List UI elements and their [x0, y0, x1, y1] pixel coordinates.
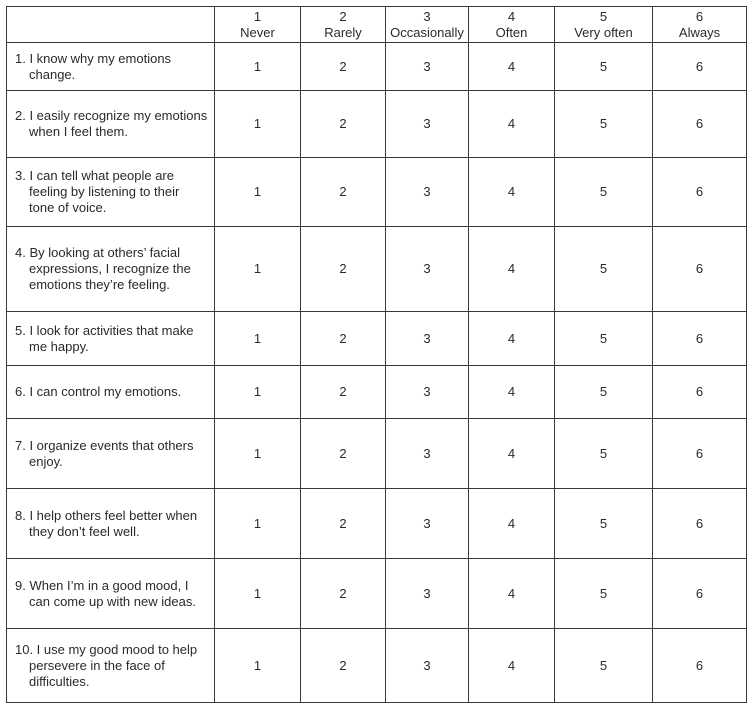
score-option[interactable]: 4 [469, 366, 555, 419]
table-row [7, 227, 747, 312]
score-option[interactable]: 1 [215, 227, 301, 312]
score-option[interactable]: 2 [301, 43, 386, 91]
score-option[interactable]: 3 [386, 43, 469, 91]
score-option[interactable]: 4 [469, 559, 555, 629]
score-option[interactable]: 1 [215, 312, 301, 366]
column-header-often [469, 7, 555, 43]
score-option[interactable]: 1 [215, 91, 301, 158]
score-option[interactable]: 1 [215, 366, 301, 419]
column-header-occasionally [386, 7, 469, 43]
scale-label: Very often [574, 24, 633, 40]
statement-cell [7, 158, 215, 227]
score-option[interactable]: 4 [469, 158, 555, 227]
score-option[interactable]: 4 [469, 419, 555, 489]
score-option[interactable]: 6 [653, 489, 747, 559]
table-row [7, 489, 747, 559]
score-option[interactable]: 4 [469, 312, 555, 366]
score-option[interactable]: 2 [301, 91, 386, 158]
score-option[interactable]: 1 [215, 559, 301, 629]
score-option[interactable]: 3 [386, 489, 469, 559]
statement-text: 8. I help others feel better when they don’t feel well. [15, 507, 198, 539]
score-option[interactable]: 1 [215, 43, 301, 91]
scale-label: Always [678, 24, 721, 40]
score-option[interactable]: 4 [469, 227, 555, 312]
score-option[interactable]: 4 [469, 91, 555, 158]
table-row [7, 559, 747, 629]
score-option[interactable]: 5 [555, 419, 653, 489]
score-option[interactable]: 6 [653, 312, 747, 366]
scale-label: Rarely [324, 24, 362, 40]
score-option[interactable]: 3 [386, 227, 469, 312]
statement-text: 5. I look for activities that make me happy. [15, 322, 194, 354]
score-option[interactable]: 2 [301, 227, 386, 312]
statement-text: 10. I use my good mood to help persevere in the face of difficulties. [15, 641, 198, 689]
score-option[interactable]: 2 [301, 629, 386, 703]
score-option[interactable]: 2 [301, 419, 386, 489]
statement-text: 3. I can tell what people are feeling by listening to their tone of voice. [15, 168, 180, 215]
score-option[interactable]: 5 [555, 312, 653, 366]
score-option[interactable]: 2 [301, 312, 386, 366]
score-option[interactable]: 4 [469, 43, 555, 91]
statement-text: 6. I can control my emotions. [15, 384, 182, 399]
score-option[interactable]: 5 [555, 227, 653, 312]
table-row [7, 158, 747, 227]
score-option[interactable]: 2 [301, 158, 386, 227]
scale-value: 3 [423, 8, 431, 24]
score-option[interactable]: 6 [653, 559, 747, 629]
statement-text: 9. When I’m in a good mood, I can come up with new ideas. [15, 577, 196, 609]
score-option[interactable]: 4 [469, 489, 555, 559]
score-option[interactable]: 5 [555, 489, 653, 559]
score-option[interactable]: 5 [555, 629, 653, 703]
score-option[interactable]: 1 [215, 419, 301, 489]
statement-cell [7, 629, 215, 703]
scale-label: Often [495, 24, 528, 40]
table-row [7, 366, 747, 419]
table-row [7, 91, 747, 158]
scale-value: 5 [599, 8, 608, 24]
header-row [7, 7, 747, 43]
score-option[interactable]: 3 [386, 419, 469, 489]
score-option[interactable]: 6 [653, 366, 747, 419]
score-option[interactable]: 1 [215, 629, 301, 703]
statement-cell [7, 91, 215, 158]
scale-label: Occasionally [390, 24, 464, 40]
score-option[interactable]: 5 [555, 366, 653, 419]
score-option[interactable]: 5 [555, 559, 653, 629]
score-option[interactable]: 5 [555, 158, 653, 227]
statement-text: 2. I easily recognize my emotions when I feel them. [15, 108, 208, 139]
statement-cell [7, 559, 215, 629]
scale-value: 1 [253, 8, 262, 24]
table-row [7, 419, 747, 489]
score-option[interactable]: 4 [469, 629, 555, 703]
score-option[interactable]: 3 [386, 158, 469, 227]
statement-cell [7, 227, 215, 312]
scale-value: 6 [695, 8, 704, 24]
statement-cell [7, 419, 215, 489]
score-option[interactable]: 6 [653, 91, 747, 158]
statement-text: 1. I know why my emotions change. [15, 50, 172, 82]
score-option[interactable]: 6 [653, 158, 747, 227]
score-option[interactable]: 6 [653, 419, 747, 489]
statement-cell [7, 43, 215, 91]
scale-value: 2 [339, 8, 347, 24]
score-option[interactable]: 2 [301, 559, 386, 629]
score-option[interactable]: 3 [386, 629, 469, 703]
column-header-never [215, 7, 301, 43]
header-empty-cell [7, 7, 215, 43]
score-option[interactable]: 6 [653, 43, 747, 91]
column-header-very-often [555, 7, 653, 43]
score-option[interactable]: 2 [301, 489, 386, 559]
score-option[interactable]: 6 [653, 629, 747, 703]
statement-cell [7, 366, 215, 419]
scale-value: 4 [507, 8, 516, 24]
score-option[interactable]: 3 [386, 312, 469, 366]
statement-text: 7. I organize events that others enjoy. [15, 437, 194, 469]
statement-cell [7, 489, 215, 559]
score-option[interactable]: 5 [555, 43, 653, 91]
score-option[interactable]: 3 [386, 559, 469, 629]
table-row [7, 312, 747, 366]
score-option[interactable]: 1 [215, 489, 301, 559]
statement-text: 4. By looking at others’ facial expressions, I recognize the emotions they’re feeling. [15, 245, 191, 292]
score-option[interactable]: 6 [653, 227, 747, 312]
table-row [7, 629, 747, 703]
statement-cell [7, 312, 215, 366]
emotional-intelligence-rating-table [6, 6, 747, 703]
score-option[interactable]: 5 [555, 91, 653, 158]
table-row [7, 43, 747, 91]
score-option[interactable]: 3 [386, 366, 469, 419]
column-header-rarely [301, 7, 386, 43]
score-option[interactable]: 3 [386, 91, 469, 158]
score-option[interactable]: 1 [215, 158, 301, 227]
scale-label: Never [240, 24, 275, 40]
column-header-always [653, 7, 747, 43]
score-option[interactable]: 2 [301, 366, 386, 419]
